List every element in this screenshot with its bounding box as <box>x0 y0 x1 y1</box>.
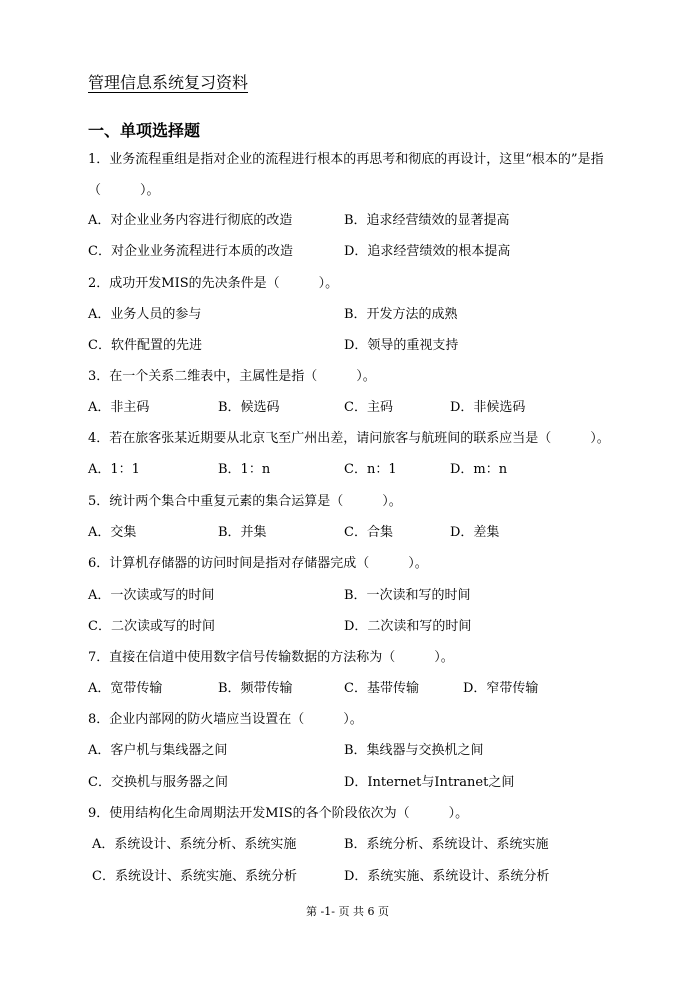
question-5-option-b: B．并集 <box>218 525 267 540</box>
question-1-option-a: A．对企业业务内容进行彻底的改造 <box>88 213 293 228</box>
question-9-option-b: B．系统分析、系统设计、系统实施 <box>344 837 549 852</box>
question-8-option-a: A．客户机与集线器之间 <box>88 743 228 758</box>
section-heading: 一、单项选择题 <box>88 121 201 140</box>
question-3-option-a: A．非主码 <box>88 400 150 415</box>
question-3-option-d: D．非候选码 <box>450 400 526 415</box>
question-9-option-a: A．系统设计、系统分析、系统实施 <box>92 837 297 852</box>
question-6-option-d: D．二次读和写的时间 <box>344 619 472 634</box>
question-3-option-c: C．主码 <box>344 400 393 415</box>
question-3-option-b: B．候选码 <box>218 400 280 415</box>
question-9-option-d: D．系统实施、系统设计、系统分析 <box>344 869 550 884</box>
question-8-option-d: D．Internet与Intranet之间 <box>344 775 515 790</box>
question-4-stem: 4．若在旅客张某近期要从北京飞至广州出差，请问旅客与航班间的联系应当是（ ）。 <box>88 431 610 446</box>
question-2-stem: 2．成功开发MIS的先决条件是（ ）。 <box>88 276 339 291</box>
question-7-option-b: B．频带传输 <box>218 681 293 696</box>
question-3-stem: 3．在一个关系二维表中，主属性是指（ ）。 <box>88 369 376 384</box>
question-6-option-a: A．一次读或写的时间 <box>88 588 215 603</box>
question-1-option-d: D．追求经营绩效的根本提高 <box>344 244 511 259</box>
question-5-option-c: C．合集 <box>344 525 393 540</box>
question-4-option-c: C．n：1 <box>344 462 397 477</box>
question-7-option-c: C．基带传输 <box>344 681 419 696</box>
question-8-option-b: B．集线器与交换机之间 <box>344 743 484 758</box>
question-5-stem: 5．统计两个集合中重复元素的集合运算是（ ）。 <box>88 494 402 509</box>
question-7-stem: 7．直接在信道中使用数字信号传输数据的方法称为（ ）。 <box>88 650 454 665</box>
page-footer: 第 -1- 页 共 6 页 <box>306 905 389 918</box>
question-2-option-a: A．业务人员的参与 <box>88 307 202 322</box>
question-9-option-c: C．系统设计、系统实施、系统分析 <box>92 869 297 884</box>
question-1-option-c: C．对企业业务流程进行本质的改造 <box>88 244 293 259</box>
question-2-option-b: B．开发方法的成熟 <box>344 307 458 322</box>
document-title: 管理信息系统复习资料 <box>88 73 249 92</box>
question-7-option-d: D．窄带传输 <box>463 681 539 696</box>
question-1-option-b: B．追求经营绩效的显著提高 <box>344 213 510 228</box>
question-2-option-c: C．软件配置的先进 <box>88 338 202 353</box>
question-6-stem: 6．计算机存储器的访问时间是指对存储器完成（ ）。 <box>88 556 428 571</box>
question-1-stem: 1．业务流程重组是指对企业的流程进行根本的再思考和彻底的再设计，这里“根本的”是指 <box>88 152 604 167</box>
question-4-option-b: B．1：n <box>218 462 271 477</box>
question-8-option-c: C．交换机与服务器之间 <box>88 775 228 790</box>
question-4-option-a: A．1：1 <box>88 462 140 477</box>
question-7-option-a: A．宽带传输 <box>88 681 163 696</box>
question-1-stem-continued: （ ）。 <box>88 183 160 198</box>
question-4-option-d: D．m：n <box>450 462 508 477</box>
question-8-stem: 8．企业内部网的防火墙应当设置在（ ）。 <box>88 712 363 727</box>
question-5-option-a: A．交集 <box>88 525 137 540</box>
question-9-stem: 9．使用结构化生命周期法开发MIS的各个阶段依次为（ ）。 <box>88 806 469 821</box>
question-5-option-d: D．差集 <box>450 525 500 540</box>
question-6-option-c: C．二次读或写的时间 <box>88 619 215 634</box>
question-6-option-b: B．一次读和写的时间 <box>344 588 471 603</box>
question-2-option-d: D．领导的重视支持 <box>344 338 459 353</box>
